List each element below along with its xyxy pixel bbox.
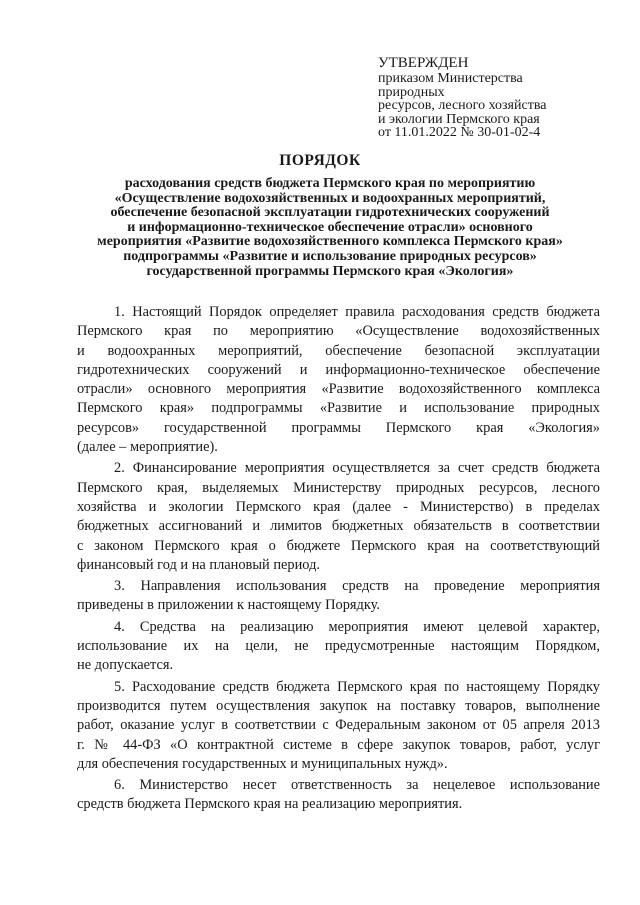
approval-line: ресурсов, лесного хозяйства — [378, 98, 547, 113]
paragraph-line: финансовый год и на плановый период. — [77, 556, 321, 573]
approval-line: и экологии Пермского края — [378, 111, 540, 127]
subtitle-line: государственной программы Пермского края «Экология» — [146, 263, 514, 279]
paragraph-line: Пермского края по мероприятию «Осуществление водохозяйственных — [77, 323, 600, 340]
paragraph-line: с законом Пермского края о бюджете Пермского края на соответствующий — [77, 537, 600, 554]
paragraph-line: 5. Расходование средств бюджета Пермского края по настоящему Порядку — [114, 678, 600, 695]
subtitle-line: и информационно-техническое обеспечение отрасли» основного — [127, 219, 533, 235]
subtitle-line: «Осуществление водохозяйственных и водоохранных мероприятий, — [114, 190, 546, 206]
approval-line: природных — [378, 84, 445, 100]
paragraph-line: отрасли» основного мероприятия «Развитие водохозяйственного комплекса — [77, 381, 600, 398]
document-body — [77, 303, 600, 817]
paragraph-line: г. № 44-ФЗ «О контрактной системе в сфере закупок товаров, работ, услуг — [77, 736, 600, 753]
paragraph-line: бюджетных ассигнований и лимитов бюджетных обязательств в соответствии — [77, 518, 600, 535]
approval-line: приказом Министерства — [378, 71, 523, 86]
paragraph-5 — [77, 678, 600, 774]
paragraph-3 — [77, 577, 600, 616]
approval-order-number: от 11.01.2022 № 30-01-02-4 — [378, 125, 541, 140]
subtitle-line: мероприятия «Развитие водохозяйственного комплекса Пермского края» — [97, 234, 563, 250]
paragraph-line: 3. Направления использования средств на проведение мероприятия — [114, 578, 600, 595]
paragraph-line: работ, оказание услуг в соответствии с Федеральным законом от 05 апреля 2013 — [77, 717, 600, 734]
paragraph-line: 4. Средства на реализацию мероприятия имеют целевой характер, — [114, 618, 600, 635]
paragraph-line: хозяйства и экологии Пермского края (далее - Министерство) в пределах — [77, 498, 600, 515]
paragraph-line: 6. Министерство несет ответственность за нецелевое использование — [114, 777, 600, 794]
approval-heading: УТВЕРЖДЕН — [378, 55, 469, 71]
paragraph-line: не допускается. — [77, 657, 174, 674]
paragraph-line: и водоохранных мероприятий, обеспечение безопасной эксплуатации — [77, 342, 600, 359]
paragraph-2 — [77, 459, 600, 575]
subtitle-line: расходования средств бюджета Пермского края по мероприятию — [124, 176, 536, 191]
document-title: ПОРЯДОК — [279, 152, 361, 169]
paragraph-line: 1. Настоящий Порядок определяет правила расходования средств бюджета — [114, 304, 600, 320]
paragraph-4 — [77, 618, 600, 676]
paragraph-line: для обеспечения государственных и муниципальных нужд». — [77, 755, 448, 772]
paragraph-line: 2. Финансирование мероприятия осуществляется за счет средств бюджета — [114, 460, 600, 477]
document-subtitle — [60, 177, 600, 279]
paragraph-line: Пермского края» подпрограммы «Развитие и использование природных — [77, 400, 600, 417]
paragraph-line: (далее – мероприятие). — [77, 439, 218, 456]
paragraph-line: производится путем осуществления закупок на поставку товаров, выполнение — [77, 697, 600, 714]
paragraph-1 — [77, 303, 600, 457]
paragraph-line: использование их на цели, не предусмотренные настоящим Порядком, — [77, 638, 600, 655]
paragraph-line: Пермского края, выделяемых Министерству природных ресурсов, лесного — [77, 479, 600, 496]
paragraph-6 — [77, 776, 600, 815]
paragraph-line: средств бюджета Пермского края на реализацию мероприятия. — [77, 796, 463, 813]
paragraph-line: приведены в приложении к настоящему Порядку. — [77, 597, 380, 614]
paragraph-line: гидротехнических сооружений и информационно-техническое обеспечение — [77, 361, 600, 378]
subtitle-line: подпрограммы «Развитие и использование природных ресурсов» — [123, 248, 537, 264]
paragraph-line: ресурсов» государственной программы Пермского края «Экология» — [77, 419, 600, 436]
approval-stamp — [378, 55, 578, 140]
subtitle-line: обеспечение безопасной эксплуатации гидротехнических сооружений — [110, 205, 550, 221]
